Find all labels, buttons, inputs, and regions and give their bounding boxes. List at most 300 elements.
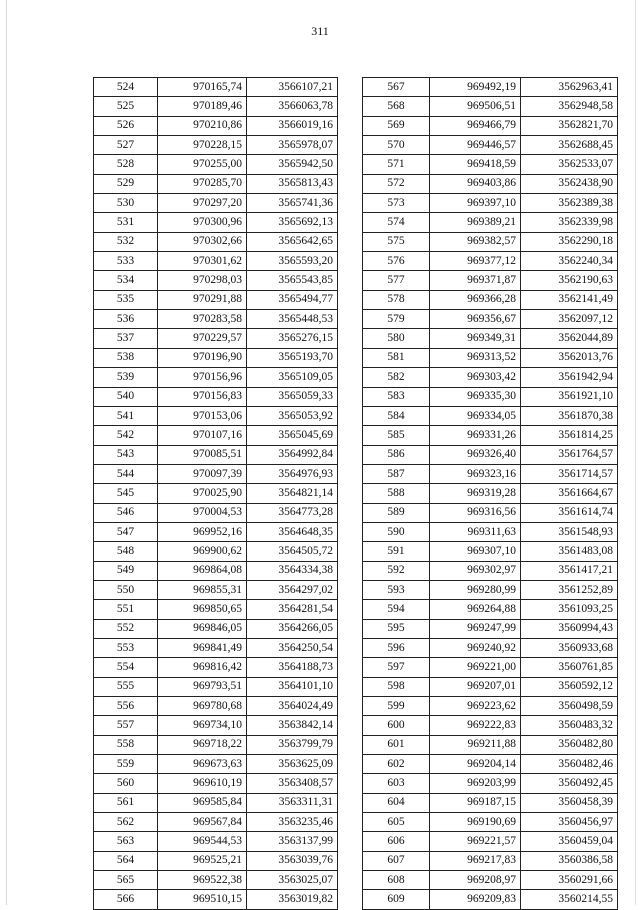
point-number-cell: 599	[363, 697, 430, 716]
x-coordinate-cell: 969382,57	[430, 232, 521, 251]
y-coordinate-cell: 3565942,50	[247, 155, 338, 174]
table-row	[94, 484, 338, 503]
x-coordinate-cell: 969371,87	[430, 271, 521, 290]
y-coordinate-cell: 3564281,54	[247, 600, 338, 619]
point-number-cell: 542	[94, 426, 158, 445]
x-coordinate-cell: 969793,51	[158, 677, 247, 696]
y-coordinate-cell: 3562533,07	[521, 155, 618, 174]
x-coordinate-cell: 970297,20	[158, 194, 247, 213]
y-coordinate-cell: 3562438,90	[521, 174, 618, 193]
y-coordinate-cell: 3560482,46	[521, 755, 618, 774]
x-coordinate-cell: 969492,19	[430, 78, 521, 97]
y-coordinate-cell: 3563799,79	[247, 735, 338, 754]
point-number-cell: 541	[94, 406, 158, 425]
point-number-cell: 567	[363, 78, 430, 97]
y-coordinate-cell: 3564821,14	[247, 484, 338, 503]
point-number-cell: 607	[363, 851, 430, 870]
x-coordinate-cell: 969326,40	[430, 445, 521, 464]
x-coordinate-cell: 969217,83	[430, 851, 521, 870]
point-number-cell: 585	[363, 426, 430, 445]
point-number-cell: 571	[363, 155, 430, 174]
y-coordinate-cell: 3562013,76	[521, 348, 618, 367]
x-coordinate-cell: 970189,46	[158, 97, 247, 116]
table-row	[363, 271, 618, 290]
x-coordinate-cell: 970025,90	[158, 484, 247, 503]
table-row	[94, 194, 338, 213]
point-number-cell: 532	[94, 232, 158, 251]
table-row	[363, 232, 618, 251]
y-coordinate-cell: 3561870,38	[521, 406, 618, 425]
y-coordinate-cell: 3560214,55	[521, 890, 618, 909]
point-number-cell: 561	[94, 793, 158, 812]
x-coordinate-cell: 969718,22	[158, 735, 247, 754]
coordinates-table-left	[93, 77, 338, 910]
x-coordinate-cell: 969211,88	[430, 735, 521, 754]
table-row	[363, 813, 618, 832]
x-coordinate-cell: 969850,65	[158, 600, 247, 619]
table-row	[94, 136, 338, 155]
x-coordinate-cell: 969222,83	[430, 716, 521, 735]
y-coordinate-cell: 3565593,20	[247, 252, 338, 271]
point-number-cell: 558	[94, 735, 158, 754]
x-coordinate-cell: 969855,31	[158, 580, 247, 599]
table-row	[363, 329, 618, 348]
x-coordinate-cell: 969331,26	[430, 426, 521, 445]
x-coordinate-cell: 969816,42	[158, 658, 247, 677]
table-row	[94, 600, 338, 619]
y-coordinate-cell: 3565978,07	[247, 136, 338, 155]
y-coordinate-cell: 3562963,41	[521, 78, 618, 97]
point-number-cell: 555	[94, 677, 158, 696]
table-row	[94, 735, 338, 754]
x-coordinate-cell: 969377,12	[430, 252, 521, 271]
x-coordinate-cell: 970229,57	[158, 329, 247, 348]
point-number-cell: 581	[363, 348, 430, 367]
table-row	[94, 716, 338, 735]
table-row	[363, 174, 618, 193]
x-coordinate-cell: 970298,03	[158, 271, 247, 290]
x-coordinate-cell: 970300,96	[158, 213, 247, 232]
point-number-cell: 574	[363, 213, 430, 232]
point-number-cell: 600	[363, 716, 430, 735]
table-row	[363, 600, 618, 619]
table-row	[363, 716, 618, 735]
y-coordinate-cell: 3561921,10	[521, 387, 618, 406]
x-coordinate-cell: 969223,62	[430, 697, 521, 716]
y-coordinate-cell: 3565276,15	[247, 329, 338, 348]
y-coordinate-cell: 3561417,21	[521, 561, 618, 580]
table-row	[363, 464, 618, 483]
x-coordinate-cell: 969335,30	[430, 387, 521, 406]
table-row	[363, 194, 618, 213]
table-row	[94, 561, 338, 580]
x-coordinate-cell: 969846,05	[158, 619, 247, 638]
point-number-cell: 548	[94, 542, 158, 561]
point-number-cell: 559	[94, 755, 158, 774]
point-number-cell: 604	[363, 793, 430, 812]
x-coordinate-cell: 970228,15	[158, 136, 247, 155]
point-number-cell: 536	[94, 310, 158, 329]
point-number-cell: 569	[363, 116, 430, 135]
table-row	[94, 78, 338, 97]
page-number: 311	[311, 24, 329, 38]
x-coordinate-cell: 969280,99	[430, 580, 521, 599]
y-coordinate-cell: 3562190,63	[521, 271, 618, 290]
table-row	[363, 735, 618, 754]
y-coordinate-cell: 3560482,80	[521, 735, 618, 754]
x-coordinate-cell: 969356,67	[430, 310, 521, 329]
point-number-cell: 529	[94, 174, 158, 193]
y-coordinate-cell: 3560459,04	[521, 832, 618, 851]
x-coordinate-cell: 969466,79	[430, 116, 521, 135]
x-coordinate-cell: 969313,52	[430, 348, 521, 367]
point-number-cell: 582	[363, 368, 430, 387]
table-row	[94, 116, 338, 135]
y-coordinate-cell: 3563408,57	[247, 774, 338, 793]
y-coordinate-cell: 3562948,58	[521, 97, 618, 116]
table-row	[94, 252, 338, 271]
table-row	[94, 871, 338, 890]
point-number-cell: 601	[363, 735, 430, 754]
x-coordinate-cell: 969673,63	[158, 755, 247, 774]
x-coordinate-cell: 970085,51	[158, 445, 247, 464]
x-coordinate-cell: 969510,15	[158, 890, 247, 909]
table-row	[363, 755, 618, 774]
point-number-cell: 560	[94, 774, 158, 793]
y-coordinate-cell: 3561764,57	[521, 445, 618, 464]
table-row	[94, 310, 338, 329]
point-number-cell: 566	[94, 890, 158, 909]
table-row	[94, 774, 338, 793]
y-coordinate-cell: 3561614,74	[521, 503, 618, 522]
y-coordinate-cell: 3565741,36	[247, 194, 338, 213]
y-coordinate-cell: 3564250,54	[247, 638, 338, 657]
y-coordinate-cell: 3561093,25	[521, 600, 618, 619]
y-coordinate-cell: 3563311,31	[247, 793, 338, 812]
y-coordinate-cell: 3562389,38	[521, 194, 618, 213]
table-row	[94, 271, 338, 290]
table-row	[363, 580, 618, 599]
x-coordinate-cell: 969334,05	[430, 406, 521, 425]
point-number-cell: 554	[94, 658, 158, 677]
y-coordinate-cell: 3562339,98	[521, 213, 618, 232]
x-coordinate-cell: 970196,90	[158, 348, 247, 367]
y-coordinate-cell: 3560458,39	[521, 793, 618, 812]
x-coordinate-cell: 970107,16	[158, 426, 247, 445]
table-row	[363, 522, 618, 541]
x-coordinate-cell: 969567,84	[158, 813, 247, 832]
point-number-cell: 553	[94, 638, 158, 657]
table-row	[94, 464, 338, 483]
y-coordinate-cell: 3564266,05	[247, 619, 338, 638]
y-coordinate-cell: 3565543,85	[247, 271, 338, 290]
y-coordinate-cell: 3562688,45	[521, 136, 618, 155]
x-coordinate-cell: 969389,21	[430, 213, 521, 232]
scan-edge-left	[6, 0, 7, 905]
x-coordinate-cell: 970210,86	[158, 116, 247, 135]
x-coordinate-cell: 970156,96	[158, 368, 247, 387]
y-coordinate-cell: 3565045,69	[247, 426, 338, 445]
table-row	[94, 793, 338, 812]
x-coordinate-cell: 970302,66	[158, 232, 247, 251]
table-row	[94, 658, 338, 677]
table-row	[94, 851, 338, 870]
point-number-cell: 589	[363, 503, 430, 522]
y-coordinate-cell: 3561714,57	[521, 464, 618, 483]
point-number-cell: 534	[94, 271, 158, 290]
x-coordinate-cell: 969841,49	[158, 638, 247, 657]
x-coordinate-cell: 969780,68	[158, 697, 247, 716]
table-row	[363, 890, 618, 909]
point-number-cell: 565	[94, 871, 158, 890]
x-coordinate-cell: 970165,74	[158, 78, 247, 97]
table-row	[94, 290, 338, 309]
point-number-cell: 594	[363, 600, 430, 619]
y-coordinate-cell: 3565448,53	[247, 310, 338, 329]
table-row	[363, 871, 618, 890]
point-number-cell: 531	[94, 213, 158, 232]
table-row	[363, 774, 618, 793]
table-row	[363, 793, 618, 812]
point-number-cell: 544	[94, 464, 158, 483]
x-coordinate-cell: 969319,28	[430, 484, 521, 503]
y-coordinate-cell: 3563137,99	[247, 832, 338, 851]
y-coordinate-cell: 3560456,97	[521, 813, 618, 832]
table-row	[94, 445, 338, 464]
point-number-cell: 586	[363, 445, 430, 464]
y-coordinate-cell: 3565813,43	[247, 174, 338, 193]
y-coordinate-cell: 3561548,93	[521, 522, 618, 541]
y-coordinate-cell: 3566063,78	[247, 97, 338, 116]
point-number-cell: 562	[94, 813, 158, 832]
point-number-cell: 592	[363, 561, 430, 580]
table-row	[363, 561, 618, 580]
y-coordinate-cell: 3564992,84	[247, 445, 338, 464]
table-row	[363, 387, 618, 406]
x-coordinate-cell: 970283,58	[158, 310, 247, 329]
point-number-cell: 528	[94, 155, 158, 174]
x-coordinate-cell: 969544,53	[158, 832, 247, 851]
x-coordinate-cell: 970004,53	[158, 503, 247, 522]
point-number-cell: 545	[94, 484, 158, 503]
table-row	[363, 638, 618, 657]
x-coordinate-cell: 969302,97	[430, 561, 521, 580]
table-row	[94, 638, 338, 657]
point-number-cell: 595	[363, 619, 430, 638]
y-coordinate-cell: 3560994,43	[521, 619, 618, 638]
y-coordinate-cell: 3563039,76	[247, 851, 338, 870]
y-coordinate-cell: 3565193,70	[247, 348, 338, 367]
x-coordinate-cell: 970301,62	[158, 252, 247, 271]
table-row	[94, 580, 338, 599]
point-number-cell: 537	[94, 329, 158, 348]
point-number-cell: 596	[363, 638, 430, 657]
table-row	[94, 406, 338, 425]
y-coordinate-cell: 3563025,07	[247, 871, 338, 890]
point-number-cell: 597	[363, 658, 430, 677]
x-coordinate-cell: 969366,28	[430, 290, 521, 309]
x-coordinate-cell: 969403,86	[430, 174, 521, 193]
y-coordinate-cell: 3562240,34	[521, 252, 618, 271]
y-coordinate-cell: 3564334,38	[247, 561, 338, 580]
point-number-cell: 605	[363, 813, 430, 832]
point-number-cell: 573	[363, 194, 430, 213]
table-row	[94, 522, 338, 541]
y-coordinate-cell: 3565692,13	[247, 213, 338, 232]
point-number-cell: 584	[363, 406, 430, 425]
point-number-cell: 540	[94, 387, 158, 406]
x-coordinate-cell: 969187,15	[430, 793, 521, 812]
x-coordinate-cell: 969209,83	[430, 890, 521, 909]
point-number-cell: 563	[94, 832, 158, 851]
y-coordinate-cell: 3564297,02	[247, 580, 338, 599]
point-number-cell: 577	[363, 271, 430, 290]
x-coordinate-cell: 969610,19	[158, 774, 247, 793]
point-number-cell: 526	[94, 116, 158, 135]
y-coordinate-cell: 3565494,77	[247, 290, 338, 309]
point-number-cell: 535	[94, 290, 158, 309]
x-coordinate-cell: 969303,42	[430, 368, 521, 387]
y-coordinate-cell: 3560933,68	[521, 638, 618, 657]
table-row	[363, 619, 618, 638]
point-number-cell: 550	[94, 580, 158, 599]
x-coordinate-cell: 969203,99	[430, 774, 521, 793]
table-row	[94, 542, 338, 561]
point-number-cell: 527	[94, 136, 158, 155]
y-coordinate-cell: 3561664,67	[521, 484, 618, 503]
y-coordinate-cell: 3560761,85	[521, 658, 618, 677]
point-number-cell: 543	[94, 445, 158, 464]
y-coordinate-cell: 3564024,49	[247, 697, 338, 716]
y-coordinate-cell: 3565059,33	[247, 387, 338, 406]
point-number-cell: 552	[94, 619, 158, 638]
point-number-cell: 606	[363, 832, 430, 851]
y-coordinate-cell: 3561483,08	[521, 542, 618, 561]
table-row	[363, 136, 618, 155]
table-row	[363, 677, 618, 696]
table-row	[94, 174, 338, 193]
table-row	[94, 890, 338, 909]
x-coordinate-cell: 970255,00	[158, 155, 247, 174]
table-row	[363, 252, 618, 271]
x-coordinate-cell: 969221,57	[430, 832, 521, 851]
x-coordinate-cell: 970153,06	[158, 406, 247, 425]
point-number-cell: 564	[94, 851, 158, 870]
x-coordinate-cell: 970291,88	[158, 290, 247, 309]
table-row	[363, 116, 618, 135]
table-row	[363, 503, 618, 522]
y-coordinate-cell: 3564773,28	[247, 503, 338, 522]
point-number-cell: 579	[363, 310, 430, 329]
point-number-cell: 538	[94, 348, 158, 367]
x-coordinate-cell: 969316,56	[430, 503, 521, 522]
y-coordinate-cell: 3565053,92	[247, 406, 338, 425]
y-coordinate-cell: 3562290,18	[521, 232, 618, 251]
table-row	[94, 348, 338, 367]
point-number-cell: 572	[363, 174, 430, 193]
x-coordinate-cell: 969207,01	[430, 677, 521, 696]
point-number-cell: 551	[94, 600, 158, 619]
y-coordinate-cell: 3561252,89	[521, 580, 618, 599]
table-row	[363, 348, 618, 367]
point-number-cell: 609	[363, 890, 430, 909]
table-row	[94, 232, 338, 251]
table-row	[363, 155, 618, 174]
scan-edge-right	[635, 0, 636, 905]
y-coordinate-cell: 3561814,25	[521, 426, 618, 445]
table-row	[94, 426, 338, 445]
point-number-cell: 530	[94, 194, 158, 213]
y-coordinate-cell: 3562097,12	[521, 310, 618, 329]
point-number-cell: 608	[363, 871, 430, 890]
y-coordinate-cell: 3562821,70	[521, 116, 618, 135]
y-coordinate-cell: 3564976,93	[247, 464, 338, 483]
x-coordinate-cell: 969952,16	[158, 522, 247, 541]
table-row	[94, 213, 338, 232]
table-row	[363, 851, 618, 870]
point-number-cell: 587	[363, 464, 430, 483]
table-row	[94, 155, 338, 174]
point-number-cell: 539	[94, 368, 158, 387]
x-coordinate-cell: 969522,38	[158, 871, 247, 890]
point-number-cell: 580	[363, 329, 430, 348]
y-coordinate-cell: 3560492,45	[521, 774, 618, 793]
point-number-cell: 524	[94, 78, 158, 97]
point-number-cell: 556	[94, 697, 158, 716]
table-row	[363, 97, 618, 116]
y-coordinate-cell: 3563019,82	[247, 890, 338, 909]
x-coordinate-cell: 969585,84	[158, 793, 247, 812]
table-row	[94, 329, 338, 348]
y-coordinate-cell: 3566019,16	[247, 116, 338, 135]
y-coordinate-cell: 3560498,59	[521, 697, 618, 716]
point-number-cell: 583	[363, 387, 430, 406]
point-number-cell: 591	[363, 542, 430, 561]
x-coordinate-cell: 969349,31	[430, 329, 521, 348]
x-coordinate-cell: 969190,69	[430, 813, 521, 832]
point-number-cell: 593	[363, 580, 430, 599]
point-number-cell: 602	[363, 755, 430, 774]
x-coordinate-cell: 969247,99	[430, 619, 521, 638]
table-row	[94, 832, 338, 851]
table-row	[94, 368, 338, 387]
point-number-cell: 588	[363, 484, 430, 503]
x-coordinate-cell: 969208,97	[430, 871, 521, 890]
x-coordinate-cell: 969240,92	[430, 638, 521, 657]
point-number-cell: 525	[94, 97, 158, 116]
table-row	[94, 97, 338, 116]
table-row	[94, 503, 338, 522]
y-coordinate-cell: 3564101,10	[247, 677, 338, 696]
point-number-cell: 557	[94, 716, 158, 735]
point-number-cell: 549	[94, 561, 158, 580]
table-row	[363, 310, 618, 329]
x-coordinate-cell: 969397,10	[430, 194, 521, 213]
y-coordinate-cell: 3560592,12	[521, 677, 618, 696]
y-coordinate-cell: 3560291,66	[521, 871, 618, 890]
table-row	[363, 406, 618, 425]
y-coordinate-cell: 3563235,46	[247, 813, 338, 832]
x-coordinate-cell: 969418,59	[430, 155, 521, 174]
y-coordinate-cell: 3564505,72	[247, 542, 338, 561]
table-row	[94, 755, 338, 774]
point-number-cell: 575	[363, 232, 430, 251]
x-coordinate-cell: 969734,10	[158, 716, 247, 735]
y-coordinate-cell: 3562141,49	[521, 290, 618, 309]
x-coordinate-cell: 970156,83	[158, 387, 247, 406]
table-row	[363, 445, 618, 464]
table-row	[94, 677, 338, 696]
